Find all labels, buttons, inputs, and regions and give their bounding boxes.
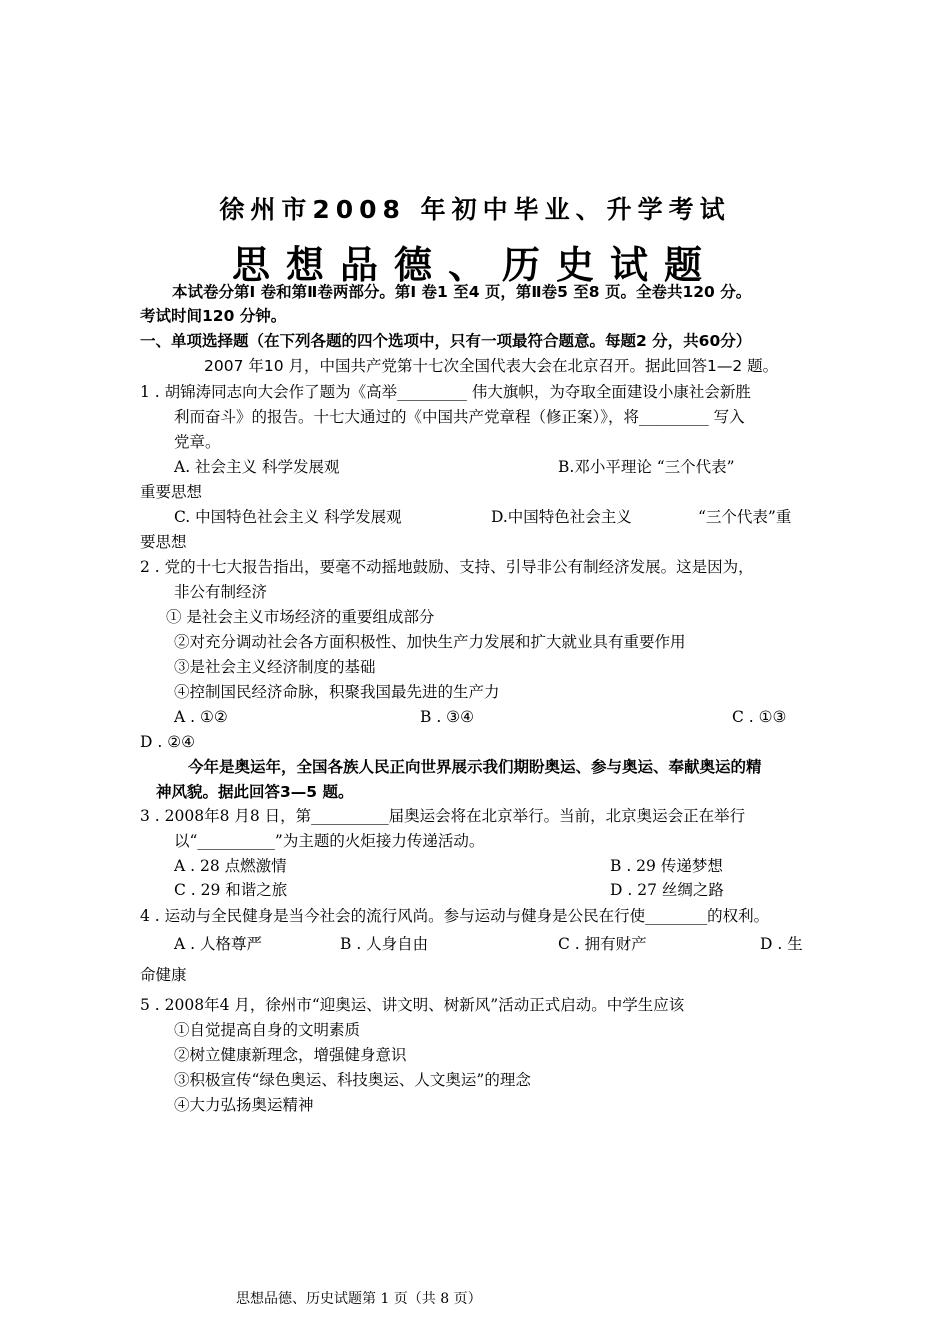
- q1-option-d: D.中国特色社会主义: [491, 508, 632, 526]
- q2-option-a: A . ①②: [174, 708, 228, 726]
- q4-option-c: C . 拥有财产: [558, 935, 647, 953]
- q5-line-1: 5 . 2008年4 月，徐州市“迎奥运、讲文明、树新风”活动正式启动。中学生应该: [140, 996, 685, 1014]
- q3-option-a: A . 28 点燃激情: [174, 857, 287, 875]
- q1-option-a: A. 社会主义 科学发展观: [174, 458, 340, 476]
- intro-line-2: 考试时间120 分钟。: [140, 307, 287, 325]
- q3-line-2: 以“__________”为主题的火炬接力传递活动。: [174, 832, 485, 850]
- q5-statement-4: ④大力弘扬奥运精神: [174, 1096, 314, 1114]
- exam-subject-title: 思想品德、历史试题: [231, 243, 718, 287]
- q4-option-d-wrap: 命健康: [140, 966, 187, 984]
- q4-option-d: D . 生: [760, 935, 803, 953]
- q2-statement-1: ① 是社会主义市场经济的重要组成部分: [166, 608, 435, 626]
- q2-statement-4: ④控制国民经济命脉，积聚我国最先进的生产力: [174, 683, 500, 701]
- section-heading: 一、单项选择题（在下列各题的四个选项中，只有一项最符合题意。每题2 分，共60分）: [140, 332, 752, 350]
- q5-statement-1: ①自觉提高自身的文明素质: [174, 1021, 361, 1039]
- page-footer: 思想品德、历史试题第 1 页（共 8 页）: [236, 1291, 482, 1307]
- q2-statement-2: ②对充分调动社会各方面积极性、加快生产力发展和扩大就业具有重要作用: [174, 633, 686, 651]
- q2-line-2: 非公有制经济: [174, 583, 268, 601]
- q1-option-b-wrap: 重要思想: [140, 483, 203, 501]
- context-paragraph-2-line-2: 神风貌。据此回答3—5 题。: [156, 783, 354, 801]
- q1-option-d-tail: “三个代表”重: [698, 508, 792, 526]
- context-paragraph-2-line-1: 今年是奥运年，全国各族人民正向世界展示我们期盼奥运、参与奥运、奉献奥运的精: [188, 758, 762, 776]
- exam-title: 徐州市2008 年初中毕业、升学考试: [219, 195, 731, 224]
- q1-line-3: 党章。: [174, 433, 221, 451]
- q4-option-a: A . 人格尊严: [174, 935, 262, 953]
- q3-line-1: 3 . 2008年8 月8 日，第__________届奥运会将在北京举行。当前，北京奥运会正在举行: [140, 807, 746, 825]
- intro-line-1: 本试卷分第Ⅰ 卷和第Ⅱ卷两部分。第Ⅰ 卷1 至4 页，第Ⅱ卷5 至8 页。全卷共120 分。: [172, 283, 752, 301]
- q1-option-d-wrap: 要思想: [140, 533, 187, 551]
- q2-option-c: C . ①③: [732, 708, 787, 726]
- q4-option-b: B . 人身自由: [340, 935, 429, 953]
- q3-option-d: D . 27 丝绸之路: [610, 881, 724, 899]
- q2-statement-3: ③是社会主义经济制度的基础: [174, 658, 376, 676]
- q3-option-c: C . 29 和谐之旅: [174, 881, 288, 899]
- q3-option-b: B . 29 传递梦想: [610, 857, 723, 875]
- q2-option-d: D . ②④: [140, 733, 195, 751]
- q1-option-b: B.邓小平理论 “三个代表”: [558, 458, 735, 476]
- q1-line-2: 利而奋斗》的报告。十七大通过的《中国共产党章程（修正案）》，将_________ 写入: [174, 408, 745, 426]
- q1-option-c: C. 中国特色社会主义 科学发展观: [174, 508, 402, 526]
- q5-statement-3: ③积极宣传“绿色奥运、科技奥运、人文奥运”的理念: [174, 1071, 531, 1089]
- context-paragraph-1: 2007 年10 月，中国共产党第十七次全国代表大会在北京召开。据此回答1—2 题。: [204, 357, 779, 375]
- q2-option-b: B . ③④: [420, 708, 474, 726]
- q1-line-1: 1 . 胡锦涛同志向大会作了题为《高举_________ 伟大旗帜，为夺取全面建设小康社会新胜: [140, 383, 751, 401]
- q4-line-1: 4 . 运动与全民健身是当今社会的流行风尚。参与运动与健身是公民在行使________的权利。: [140, 907, 770, 925]
- q2-line-1: 2 . 党的十七大报告指出，要毫不动摇地鼓励、支持、引导非公有制经济发展。这是因为，: [140, 558, 754, 576]
- q5-statement-2: ②树立健康新理念，增强健身意识: [174, 1046, 407, 1064]
